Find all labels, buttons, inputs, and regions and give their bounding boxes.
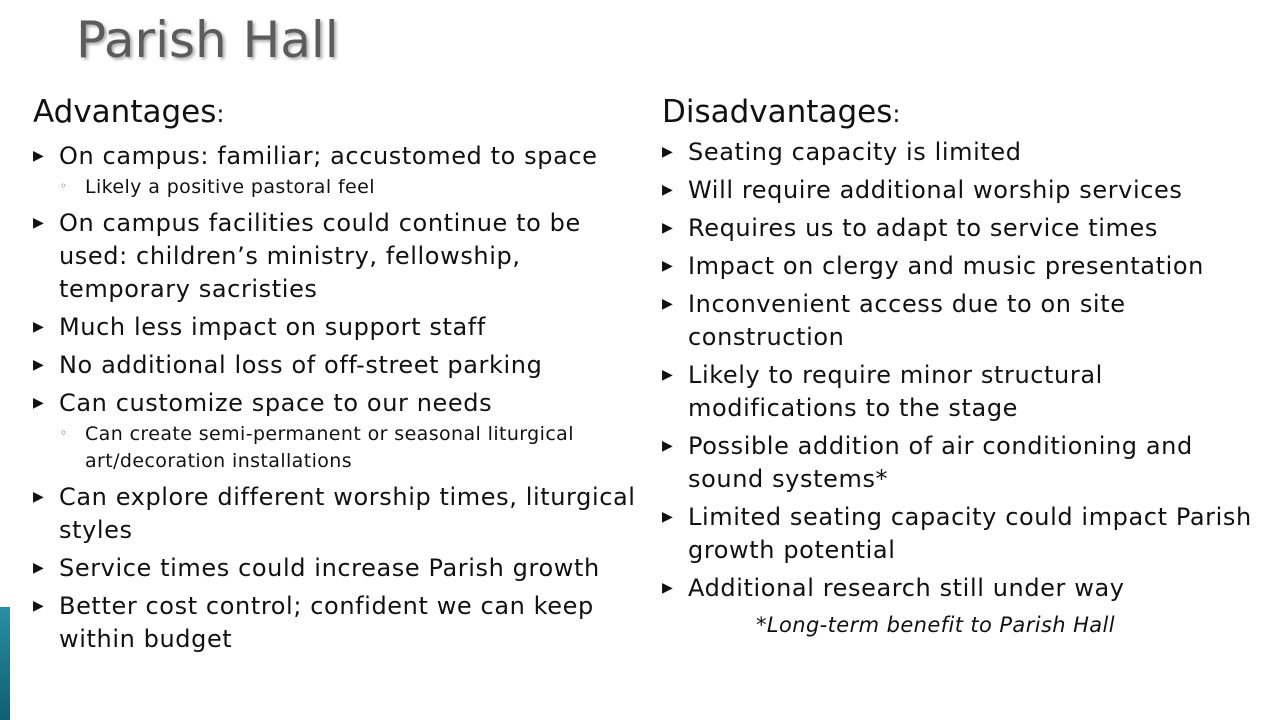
- disadvantage-item: [662, 174, 1262, 207]
- bullet-arrow-icon: ▶: [33, 598, 44, 614]
- disadvantage-item-text: Seating capacity is limited: [688, 138, 1022, 166]
- disadvantage-item: [662, 572, 1262, 605]
- advantage-subitem: [33, 421, 645, 475]
- advantages-heading-text: Advantages: [33, 94, 217, 130]
- advantages-list: [33, 140, 645, 656]
- disadvantage-item: [662, 250, 1262, 283]
- advantages-heading-colon: :: [216, 100, 225, 128]
- disadvantage-item: [662, 501, 1262, 567]
- bullet-arrow-icon: ▶: [33, 319, 44, 335]
- bullet-arrow-icon: ▶: [662, 220, 673, 236]
- disadvantage-item: [662, 288, 1262, 354]
- sub-bullet-circle-icon: ◦: [60, 179, 68, 193]
- accent-bar: [0, 607, 10, 720]
- advantage-item-text: On campus: familiar; accustomed to space: [59, 142, 598, 170]
- bullet-arrow-icon: ▶: [662, 509, 673, 525]
- bullet-arrow-icon: ▶: [33, 489, 44, 505]
- advantage-item: [33, 311, 645, 344]
- footnote: *Long-term benefit to Parish Hall: [756, 613, 1116, 637]
- advantage-item-text: Better cost control; confident we can keep within budget: [59, 592, 594, 653]
- advantage-subitem-text: Can create semi-permanent or seasonal liturgical art/decoration installations: [85, 423, 574, 472]
- advantage-item: [33, 387, 645, 420]
- disadvantage-item: [662, 430, 1262, 496]
- advantage-item: [33, 207, 645, 306]
- disadvantage-item-text: Will require additional worship services: [688, 176, 1183, 204]
- advantage-subitem-text: Likely a positive pastoral feel: [85, 176, 375, 198]
- bullet-arrow-icon: ▶: [662, 580, 673, 596]
- advantage-item: [33, 349, 645, 382]
- advantages-column: [33, 92, 645, 661]
- disadvantage-item-text: Requires us to adapt to service times: [688, 214, 1158, 242]
- disadvantages-list: [662, 136, 1262, 605]
- disadvantage-item-text: Impact on clergy and music presentation: [688, 252, 1204, 280]
- advantage-item: [33, 552, 645, 585]
- advantage-item: [33, 590, 645, 656]
- bullet-arrow-icon: ▶: [33, 395, 44, 411]
- advantage-item-text: On campus facilities could continue to be used: children’s ministry, fellowship, temporary sacristies: [59, 209, 581, 303]
- disadvantage-item-text: Limited seating capacity could impact Parish growth potential: [688, 503, 1252, 564]
- slide-title: Parish Hall: [76, 11, 339, 69]
- advantage-item: [33, 481, 645, 547]
- bullet-arrow-icon: ▶: [662, 367, 673, 383]
- bullet-arrow-icon: ▶: [662, 258, 673, 274]
- disadvantages-heading-colon: :: [892, 100, 901, 128]
- disadvantage-item: [662, 212, 1262, 245]
- sub-bullet-circle-icon: ◦: [60, 426, 68, 440]
- bullet-arrow-icon: ▶: [33, 560, 44, 576]
- bullet-arrow-icon: ▶: [662, 182, 673, 198]
- bullet-arrow-icon: ▶: [662, 438, 673, 454]
- bullet-arrow-icon: ▶: [33, 357, 44, 373]
- disadvantage-item: [662, 136, 1262, 169]
- disadvantage-item-text: Possible addition of air conditioning and sound systems*: [688, 432, 1193, 493]
- advantage-item-text: Much less impact on support staff: [59, 313, 486, 341]
- advantage-subitem: [33, 174, 645, 201]
- advantage-item-text: Can explore different worship times, liturgical styles: [59, 483, 636, 544]
- bullet-arrow-icon: ▶: [662, 296, 673, 312]
- advantage-item-text: Service times could increase Parish growth: [59, 554, 600, 582]
- advantages-heading: [33, 92, 645, 134]
- disadvantage-item-text: Inconvenient access due to on site construction: [688, 290, 1126, 351]
- bullet-arrow-icon: ▶: [33, 215, 44, 231]
- disadvantage-item-text: Additional research still under way: [688, 574, 1125, 602]
- disadvantages-heading-text: Disadvantages: [662, 94, 893, 130]
- advantage-item-text: Can customize space to our needs: [59, 389, 493, 417]
- bullet-arrow-icon: ▶: [33, 148, 44, 164]
- bullet-arrow-icon: ▶: [662, 144, 673, 160]
- disadvantages-column: [662, 92, 1262, 640]
- disadvantage-item-text: Likely to require minor structural modifications to the stage: [688, 361, 1103, 422]
- disadvantages-heading: [662, 92, 1262, 134]
- disadvantage-item: [662, 359, 1262, 425]
- advantage-item-text: No additional loss of off-street parking: [59, 351, 543, 379]
- advantage-item: [33, 140, 645, 173]
